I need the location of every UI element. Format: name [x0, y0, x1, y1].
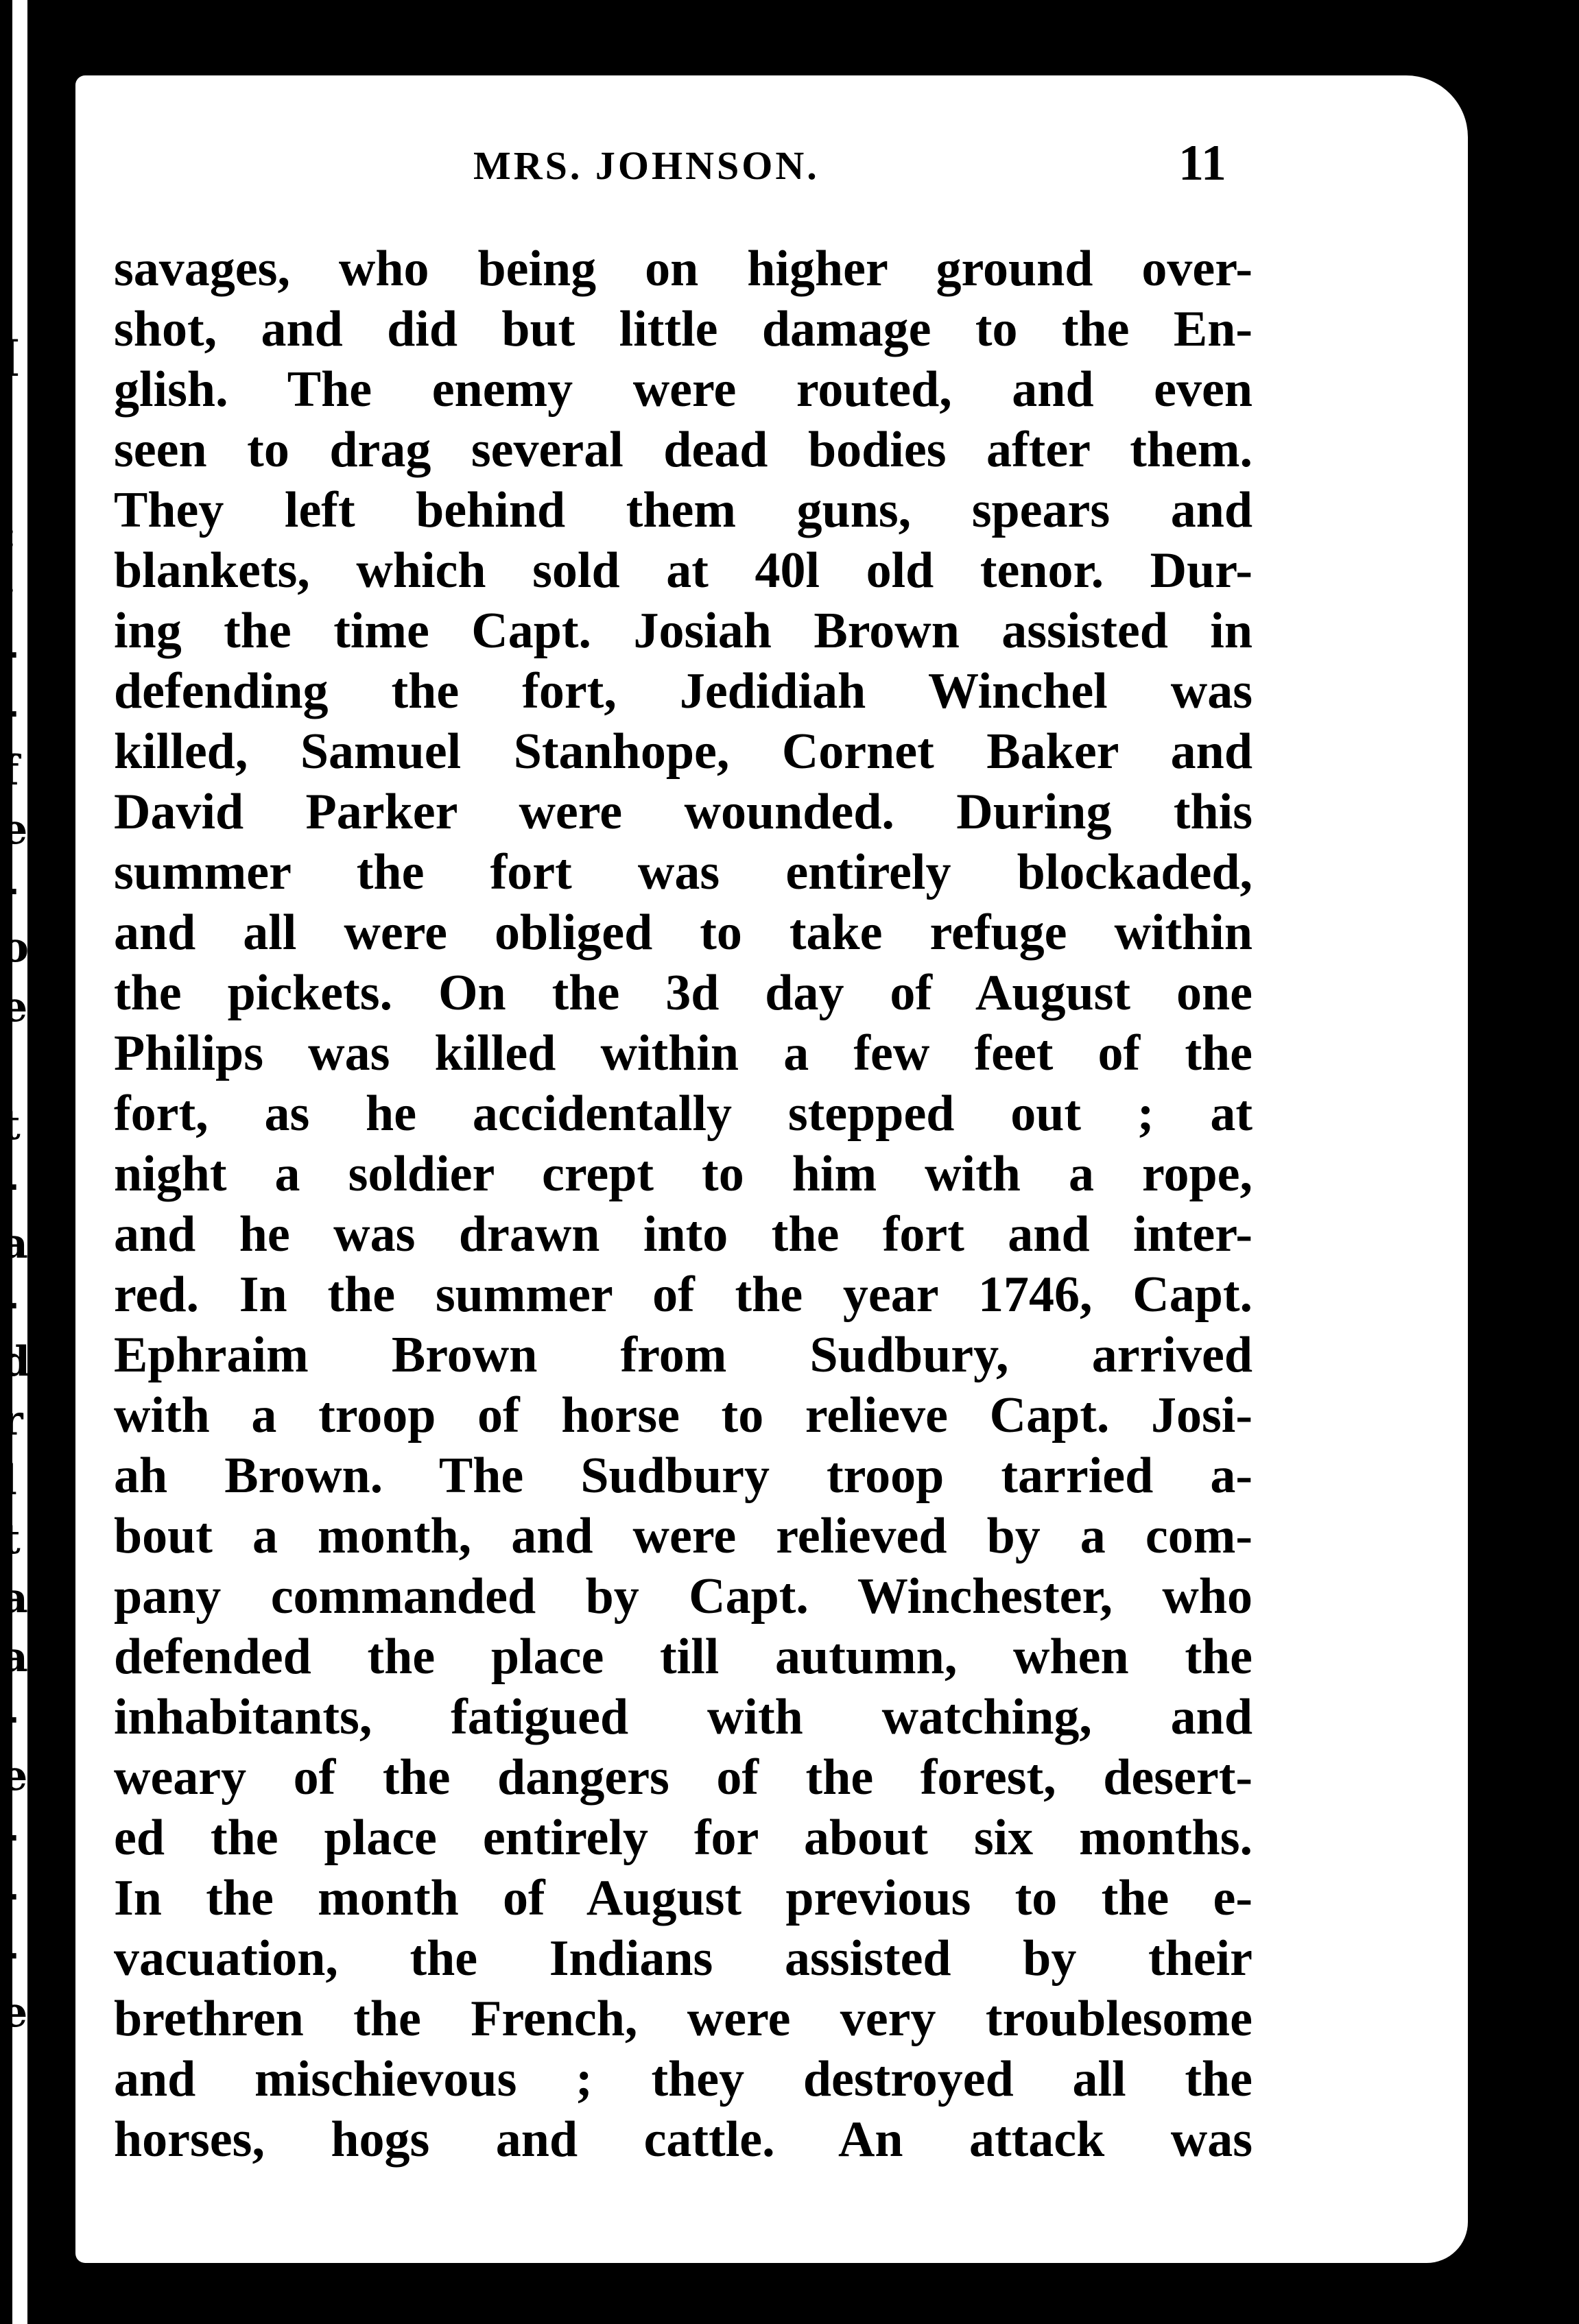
- text-line: They left behind them guns, spears and: [114, 482, 1252, 538]
- text-line: and mischievous ; they destroyed all the: [114, 2051, 1252, 2107]
- text-line: weary of the dangers of the forest, desert-: [114, 1749, 1252, 1806]
- text-line: inhabitants, fatigued with watching, and: [114, 1689, 1252, 1745]
- margin-fragment: -: [1, 628, 19, 677]
- margin-fragment: -: [1, 687, 19, 736]
- margin-fragment: r: [1, 1397, 23, 1446]
- text-line: glish. The enemy were routed, and even: [114, 361, 1252, 418]
- text-line: killed, Samuel Stanhope, Cornet Baker and: [114, 723, 1252, 780]
- text-line: ing the time Capt. Josiah Brown assisted in: [114, 603, 1252, 659]
- running-head: MRS. JOHNSON.: [473, 143, 820, 188]
- text-line: ed the place entirely for about six months.: [114, 1810, 1252, 1866]
- margin-fragment: t: [1, 1515, 21, 1564]
- margin-fragment: a: [1, 1633, 28, 1682]
- text-line: red. In the summer of the year 1746, Capt.: [114, 1267, 1252, 1323]
- text-line: Ephraim Brown from Sudbury, arrived: [114, 1327, 1252, 1383]
- text-line: defending the fort, Jedidiah Winchel was: [114, 663, 1252, 719]
- text-line: In the month of August previous to the e-: [114, 1870, 1252, 1926]
- text-line: seen to drag several dead bodies after them.: [114, 422, 1252, 478]
- margin-fragment: [: [1, 333, 21, 381]
- margin-fragment: -: [1, 1160, 19, 1209]
- text-line: horses, hogs and cattle. An attack was: [114, 2111, 1252, 2168]
- margin-fragment: l: [1, 1456, 17, 1505]
- text-line: and all were obliged to take refuge within: [114, 905, 1252, 961]
- previous-page-edge: [12, 0, 75, 2324]
- margin-fragment: -: [1, 1811, 19, 1859]
- margin-fragment: ;: [1, 568, 17, 617]
- margin-fragment: ,: [1, 1042, 16, 1090]
- margin-fragment: t: [1, 1101, 21, 1150]
- previous-page-shadow: [27, 0, 75, 2324]
- margin-fragment: -: [1, 865, 19, 913]
- margin-fragment: -: [1, 1929, 19, 1978]
- text-line: shot, and did but little damage to the En-: [114, 301, 1252, 357]
- text-line: Philips was killed within a few feet of the: [114, 1025, 1252, 1081]
- margin-fragment: a: [1, 1574, 28, 1623]
- margin-fragment: e: [1, 983, 28, 1031]
- text-line: bout a month, and were relieved by a com-: [114, 1508, 1252, 1564]
- margin-fragment: e: [1, 805, 28, 854]
- body-text: [114, 239, 1252, 2170]
- text-line: defended the place till autumn, when the: [114, 1629, 1252, 1685]
- text-line: blankets, which sold at 40l old tenor. Dur-: [114, 542, 1252, 599]
- text-line: pany commanded by Capt. Winchester, who: [114, 1568, 1252, 1625]
- text-line: savages, who being on higher ground over-: [114, 241, 1252, 297]
- text-line: with a troop of horse to relieve Capt. Josi-: [114, 1387, 1252, 1443]
- text-line: vacuation, the Indians assisted by their: [114, 1930, 1252, 1987]
- text-line: the pickets. On the 3d day of August one: [114, 965, 1252, 1021]
- margin-fragment: o: [1, 924, 29, 972]
- margin-fragment: -: [1, 1278, 19, 1327]
- margin-fragment: e: [1, 1988, 28, 2037]
- margin-fragment: |: [1, 392, 16, 440]
- text-line: David Parker were wounded. During this: [114, 784, 1252, 840]
- text-line: ah Brown. The Sudbury troop tarried a-: [114, 1448, 1252, 1504]
- margin-fragment: f: [1, 746, 19, 795]
- text-line: night a soldier crept to him with a rope,: [114, 1146, 1252, 1202]
- margin-fragment: -: [1, 1692, 19, 1741]
- margin-fragment: -: [1, 1870, 19, 1919]
- page-number: 11: [1178, 135, 1226, 191]
- margin-fragment: :: [1, 510, 17, 558]
- text-line: fort, as he accidentally stepped out ; at: [114, 1086, 1252, 1142]
- margin-fragment: e: [1, 1751, 28, 1800]
- margin-fragment: a: [1, 1219, 28, 1268]
- text-line: brethren the French, were very troublesome: [114, 1991, 1252, 2047]
- text-line: and he was drawn into the fort and inter-: [114, 1206, 1252, 1262]
- margin-fragment: d: [1, 1338, 30, 1387]
- text-line: summer the fort was entirely blockaded,: [114, 844, 1252, 900]
- margin-fragment: ,: [1, 451, 16, 499]
